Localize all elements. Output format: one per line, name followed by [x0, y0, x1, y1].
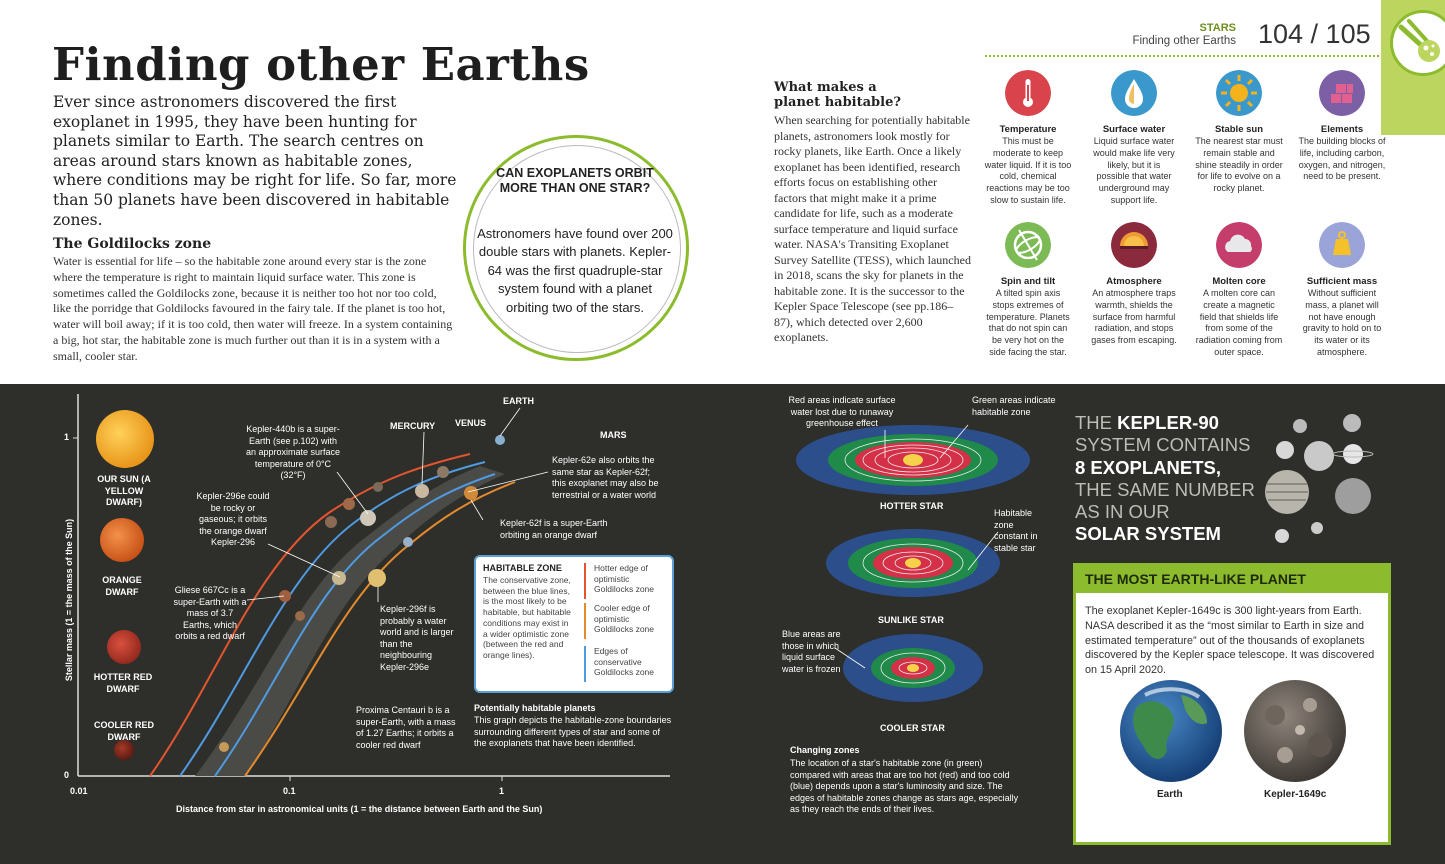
blue-areas-note: Blue areas are those in which liquid surface water is frozen: [782, 629, 841, 674]
kepler-62e-note: Kepler-62e also orbits the same star as Kepler-62f; this exoplanet may also be terrestrial or a water world: [552, 455, 659, 500]
zones-caption: The location of a star's habitable zone (in green) compared with areas that are too hot (red) and too cold (blue) depends upon a star's luminosity and size. The edges of habitable zones change as stars age, especially as they reach the ends of their lives.: [790, 758, 1019, 814]
kepler-90-l4: THE SAME NUMBER: [1075, 478, 1255, 500]
kepler-1649c-globe: [1244, 680, 1346, 782]
hotter-star-label: HOTTER STAR: [880, 501, 944, 511]
orange-dwarf-star: [100, 518, 144, 562]
green-areas-note: Green areas indicate habitable zone: [972, 395, 1056, 417]
legend-hot-swatch: [584, 563, 586, 599]
factor-text: This must be moderate to keep water liquid. If it is too cold, chemical reactions may be too slow to sustain life.: [984, 136, 1072, 205]
elements-icon: [1319, 70, 1365, 116]
earth-marker: [495, 435, 505, 445]
header-divider: [985, 55, 1379, 57]
earth-globe: [1120, 680, 1222, 782]
mars-label: MARS: [600, 430, 627, 440]
venus-planet: [415, 484, 429, 498]
earth-like-body: The exoplanet Kepler-1649c is 300 light-years from Earth. NASA described it as the “most similar to Earth in size and estimated temperature” out of the thousands of exoplanets discovered by the Kepler space telescope. It was discovered on 15 April 2020.: [1085, 605, 1375, 677]
kepler-440b-planet: [325, 516, 337, 528]
kepler-90-planets: [1255, 410, 1385, 550]
x-tick-1: 1: [499, 786, 505, 796]
habitable-body: When searching for potentially habitable planets, astronomers look mostly for rocky planets, like Earth. Once a likely exoplanet has been identified, research efforts focus on establishing other factors that might make it a prime candidate for life, such as a moderate surface temperature and liquid surface water. NASA's Transiting Exoplanet Survey Satellite (TESS), which launched in 2018, scans the sky for planets in the habitable zone. It is the successor to the Kepler Space Telescope (see pp.186–87), which detected over 2,600 exoplanets.: [774, 113, 971, 344]
x-axis-label: Distance from star in astronomical units (1 = the distance between Earth and the Sun): [176, 804, 543, 814]
kepler-90-l2: SYSTEM CONTAINS: [1075, 434, 1251, 456]
goldilocks-heading: The Goldilocks zone: [53, 236, 212, 252]
earth-planet: [437, 466, 449, 478]
section-subtitle: Finding other Earths: [1132, 35, 1236, 47]
factor-sufficient-mass: [1298, 222, 1386, 359]
factor-stable-sun: [1195, 70, 1283, 195]
factor-text: Liquid surface water would make life very likely, but it is possible that water underground may support life.: [1093, 136, 1175, 205]
earth-label: EARTH: [503, 396, 534, 406]
proxima-b-planet: [219, 742, 229, 752]
water-drop-icon: [1111, 70, 1157, 116]
factor-text: The building blocks of life, including carbon, oxygen, and nitrogen, need to be present.: [1298, 136, 1386, 182]
kepler-90-l5: AS IN OUR: [1075, 501, 1170, 523]
kepler-90-b1: KEPLER-90: [1117, 412, 1219, 433]
intro-text: Ever since astronomers discovered the first exoplanet in 1995, they have been hunting for planets similar to Earth. The search centres on areas around stars known as habitable zones, where conditions may be right for life. So far, more than 50 planets have been discovered in habitable zones.: [53, 93, 457, 229]
sun-label: OUR SUN (A YELLOW DWARF): [97, 474, 151, 507]
y-tick-1: 1: [64, 432, 70, 442]
earth-like-title: THE MOST EARTH-LIKE PLANET: [1085, 571, 1306, 587]
kepler-90-b3: 8 EXOPLANETS,: [1075, 456, 1221, 478]
factor-label: Atmosphere: [1106, 276, 1162, 287]
mars-planet: [403, 537, 413, 547]
planet-comparison: [1115, 675, 1381, 795]
atmosphere-icon: [1111, 222, 1157, 268]
red-areas-note: Red areas indicate surface water lost due to runaway greenhouse effect: [788, 395, 896, 428]
gliese-note: Gliese 667Cc is a super-Earth with a mass of 3.7 Earths, which orbits a red dwarf: [173, 585, 247, 641]
hotter-star-zones: [796, 425, 1030, 495]
cooler-star-label: COOLER STAR: [880, 723, 945, 733]
kepler-296e-note: Kepler-296e could be rocky or gaseous; it orbits the orange dwarf Kepler-296: [196, 491, 270, 547]
kepler-296f-note: Kepler-296f is probably a water world and is larger than the neighbouring Kepler-296e: [380, 604, 454, 672]
cooler-red-dwarf-star: [114, 740, 134, 760]
factor-label: Temperature: [999, 124, 1057, 135]
factor-label: Stable sun: [1214, 124, 1264, 135]
factor-temperature: [984, 70, 1072, 207]
factor-label: Sufficient mass: [1306, 276, 1378, 287]
kepler-296f-planet: [368, 569, 386, 587]
factor-label: Elements: [1320, 124, 1364, 135]
factor-molten-core: [1195, 222, 1283, 359]
factor-surface-water: [1090, 70, 1178, 207]
hotter-red-dwarf-label: HOTTER RED DWARF: [93, 672, 153, 694]
sunlike-star-label: SUNLIKE STAR: [878, 615, 944, 625]
factor-text: A tilted spin axis stops extremes of temperature. Planets that do not spin can be very hot on the side facing the star.: [986, 288, 1070, 357]
kepler-62f-planet: [464, 486, 478, 500]
legend-text: The conservative zone, between the blue lines, is the most likely to be habitable, but habitable conditions may exist in a wider optimistic zone (between the red and orange lines).: [483, 575, 571, 660]
factor-label: Spin and tilt: [1000, 276, 1056, 287]
thermometer-icon: [1005, 70, 1051, 116]
legend-cool-swatch: [584, 603, 586, 639]
x-tick-001: 0.01: [70, 786, 88, 796]
factor-label: Molten core: [1212, 276, 1266, 287]
kepler-90-b6: SOLAR SYSTEM: [1075, 523, 1221, 545]
mercury-label: MERCURY: [390, 421, 436, 431]
y-axis-label: Stellar mass (1 = the mass of the Sun): [64, 518, 74, 682]
spin-axis-icon: [1005, 222, 1051, 268]
factor-elements: [1298, 70, 1386, 183]
factor-atmosphere: [1090, 222, 1178, 347]
x-tick-01: 0.1: [283, 786, 296, 796]
legend-cons-text: Edges of conservative Goldilocks zone: [594, 646, 655, 678]
kepler-1649c-label: Kepler-1649c: [1264, 789, 1327, 800]
graph-caption: This graph depicts the habitable-zone boundaries surrounding different types of star and some of the exoplanets that have been identified.: [474, 715, 672, 748]
kepler-90-fact: [1075, 412, 1275, 546]
factor-label: Surface water: [1102, 124, 1166, 135]
cooler-star-zones: [843, 634, 983, 702]
factor-text: A molten core can create a magnetic field that shields life from some of the radiation coming from outer space.: [1195, 288, 1283, 357]
exoplanet-dot: [295, 611, 305, 621]
cloud-icon: [1216, 222, 1262, 268]
kepler-296e-planet: [343, 498, 355, 510]
constant-zone-note: Habitable zone constant in stable star: [994, 508, 1038, 553]
section-label: STARS: [1199, 22, 1236, 34]
factor-text: Without sufficient mass, a planet will not have enough gravity to hold on to its water or its atmosphere.: [1302, 288, 1382, 357]
page-numbers: 104 / 105: [1258, 19, 1371, 49]
factor-text: The nearest star must remain stable and shine steadily in order for life to evolve on a rocky planet.: [1195, 136, 1283, 194]
question-heading: CAN EXOPLANETS ORBIT MORE THAN ONE STAR?: [496, 166, 654, 195]
kepler-62f-note: Kepler-62f is a super-Earth orbiting an orange dwarf: [500, 518, 608, 540]
zones-caption-title: Changing zones: [790, 745, 860, 755]
factor-text: An atmosphere traps warmth, shields the surface from harmful radiation, and stops gases from escaping.: [1091, 288, 1177, 346]
venus-label: VENUS: [455, 418, 487, 428]
hotter-red-dwarf-star: [107, 630, 141, 664]
earth-label: Earth: [1157, 789, 1183, 800]
habitable-heading: What makes a planet habitable?: [774, 80, 901, 110]
kepler-90-l1: THE: [1075, 412, 1118, 433]
legend-cons-swatch: [584, 646, 586, 682]
kepler-62e-planet: [360, 510, 376, 526]
goldilocks-body: Water is essential for life – so the habitable zone around every star is the zone where the temperature is right to maintain liquid surface water. This zone is sometimes called the Goldilocks zone, because it is neither too hot nor too cold, like the porridge that Goldilocks favoured in the fairy tale. If the planet is too hot, water will boil away; if it is too cold, then water will freeze. In a system containing a big, hot star, the habitable zone is much further out than it is in a system with a small, cooler star.: [53, 254, 453, 363]
legend-cool-text: Cooler edge of optimistic Goldilocks zone: [594, 603, 655, 635]
zones-diagram: [790, 420, 1040, 730]
weight-icon: [1319, 222, 1365, 268]
cooler-red-dwarf-label: COOLER RED DWARF: [93, 720, 154, 742]
question-body: Astronomers have found over 200 double stars with planets. Kepler-64 was the first quadruple-star system found with a planet orbiting two of the stars.: [477, 226, 673, 315]
y-tick-0: 0: [64, 770, 70, 780]
gliese-planet: [332, 571, 346, 585]
legend-hot-text: Hotter edge of optimistic Goldilocks zone: [594, 563, 655, 595]
page-title: Finding other Earths: [52, 38, 590, 91]
kepler-440b-note: Kepler-440b is a super-Earth (see p.102) with an approximate surface temperature of 0°C (32°F): [245, 424, 341, 480]
mercury-planet: [373, 482, 383, 492]
orange-dwarf-label: ORANGE DWARF: [102, 575, 142, 597]
factor-spin-tilt: [984, 222, 1072, 359]
proxima-note: Proxima Centauri b is a super-Earth, with a mass of 1.27 Earths; it orbits a cooler red dwarf: [356, 705, 456, 750]
sun-star: [96, 410, 154, 468]
legend-title: HABITABLE ZONE: [483, 563, 562, 573]
sun-icon: [1216, 70, 1262, 116]
graph-caption-title: Potentially habitable planets: [474, 703, 596, 713]
meteor-icon: [1390, 10, 1445, 76]
